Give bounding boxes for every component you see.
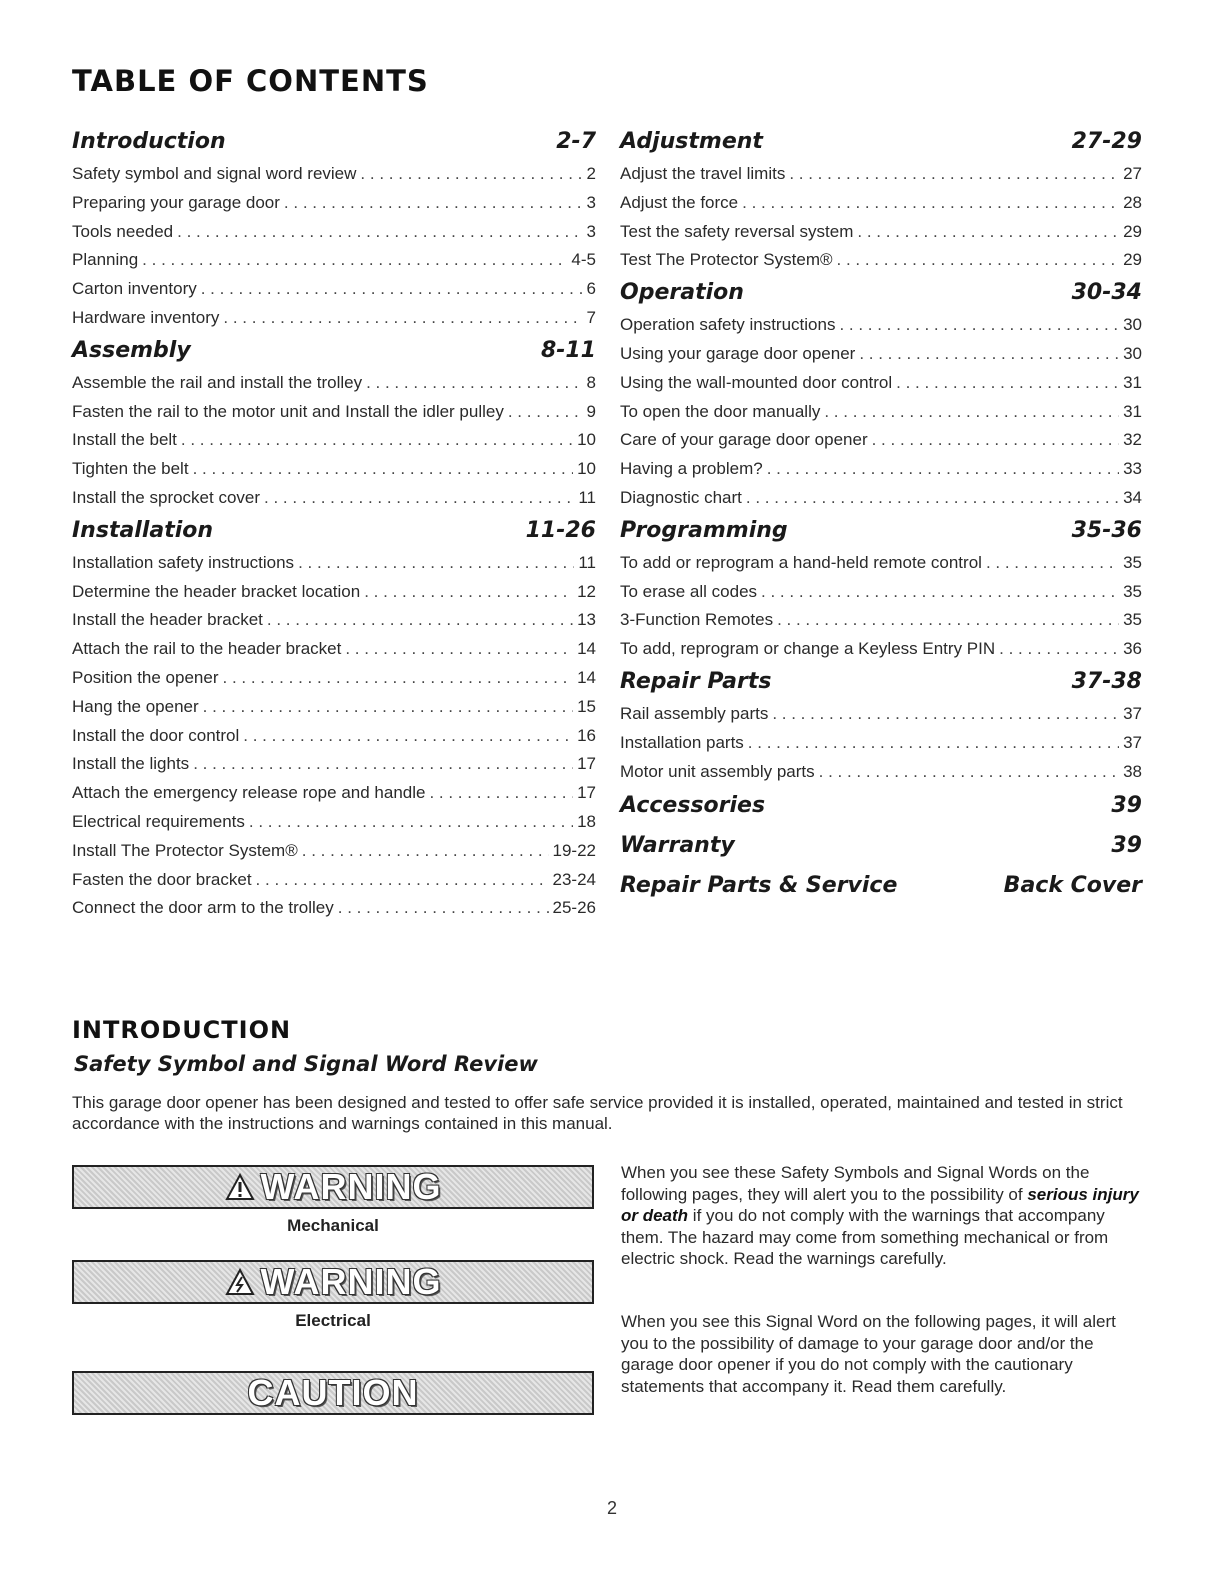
dot-leader — [142, 246, 567, 275]
toc-entry-page: 13 — [577, 610, 596, 630]
toc-section-title: Operation — [620, 280, 744, 306]
toc-entry-label: Operation safety instructions — [620, 315, 836, 335]
toc-entry — [72, 484, 596, 513]
toc-entry — [620, 578, 1142, 607]
toc-entry-page: 15 — [577, 696, 596, 716]
dot-leader — [345, 635, 573, 664]
warning-triangle-icon — [225, 1173, 255, 1201]
electrical-caption: Electrical — [295, 1311, 371, 1330]
toc-section-range: 27-29 — [1071, 129, 1142, 154]
toc-entry — [620, 700, 1142, 729]
toc-entry — [620, 549, 1142, 578]
dot-leader — [837, 246, 1120, 275]
toc-section-heading — [620, 513, 1142, 549]
dot-leader — [264, 484, 574, 513]
toc-entry-page: 4-5 — [571, 250, 596, 270]
toc-entry-page: 27 — [1123, 164, 1142, 183]
toc-entry-label: Install the sprocket cover — [72, 487, 261, 507]
toc-entry-page: 3 — [586, 192, 596, 212]
toc-section-range: 35-36 — [1071, 517, 1142, 543]
toc-section-range: 11-26 — [525, 517, 596, 543]
toc-entry — [620, 635, 1142, 664]
warning-label: WARNING — [260, 1261, 442, 1302]
intro-paragraph: This garage door opener has been designed and tested to offer safe service provided it is installed, operated, maintained and tested in strict accordance with the instructions and warnings contained in this manual. — [72, 1093, 1123, 1133]
toc-entry-label: Tools needed — [72, 221, 174, 241]
toc-entry — [72, 398, 596, 427]
dot-leader — [859, 340, 1119, 369]
toc-entry-page: 6 — [586, 279, 596, 299]
toc-entry-label: Using the wall-mounted door control — [620, 372, 893, 392]
toc-entry-label: Install The Protector System® — [72, 840, 298, 860]
toc-section-title: Programming — [620, 517, 788, 543]
toc-entry — [620, 758, 1142, 787]
toc-entry — [72, 455, 596, 484]
toc-section-range: 39 — [1111, 833, 1142, 859]
dot-leader — [742, 189, 1119, 218]
dot-leader — [284, 189, 583, 218]
dot-leader — [872, 426, 1119, 455]
dot-leader — [746, 484, 1119, 513]
toc-section-heading — [620, 124, 1142, 160]
toc-entry — [620, 160, 1142, 189]
toc-left-column — [72, 124, 596, 923]
toc-entry-page: 11 — [578, 487, 596, 507]
toc-entry-page: 33 — [1123, 459, 1142, 479]
serious-injury-emphasis: serious injury or death — [621, 1184, 1139, 1226]
toc-entry — [72, 606, 596, 635]
toc-entry-label: Install the lights — [72, 754, 190, 774]
warning-mechanical-banner — [72, 1165, 594, 1209]
dot-leader — [508, 398, 583, 427]
dot-leader — [193, 455, 574, 484]
safety-symbols-paragraph — [621, 1162, 1141, 1270]
toc-entry — [72, 664, 596, 693]
toc-entry — [620, 426, 1142, 455]
toc-entry — [72, 750, 596, 779]
toc-entry-page: 30 — [1123, 315, 1142, 335]
dot-leader — [767, 455, 1119, 484]
toc-entry — [620, 189, 1142, 218]
caution-label: CAUTION — [247, 1372, 419, 1413]
toc-entry-label: Hardware inventory — [72, 307, 220, 327]
toc-entry — [620, 729, 1142, 758]
toc-entry-label: Install the belt — [72, 430, 177, 450]
toc-section-range: 37-38 — [1071, 668, 1142, 694]
toc-entry-page: 28 — [1123, 192, 1142, 212]
intro-subtitle: Safety Symbol and Signal Word Review — [74, 1052, 538, 1076]
toc-entry-label: Preparing your garage door — [72, 192, 280, 212]
warning-label: WARNING — [260, 1166, 442, 1207]
toc-entry-page: 25-26 — [552, 898, 596, 918]
toc-entry-label: To add, reprogram or change a Keyless Entry PIN — [620, 639, 996, 659]
toc-section-title: Installation — [72, 517, 214, 543]
toc-entry-page: 10 — [577, 430, 596, 450]
toc-entry — [620, 369, 1142, 398]
dot-leader — [243, 722, 573, 751]
dot-leader — [223, 664, 574, 693]
dot-leader — [364, 578, 573, 607]
toc-entry-label: Connect the door arm to the trolley — [72, 898, 334, 918]
toc-section-heading — [72, 513, 596, 549]
toc-entry-label: Installation safety instructions — [72, 552, 295, 572]
dot-leader — [203, 693, 573, 722]
toc-entry-label: Planning — [72, 250, 139, 270]
toc-entry — [72, 426, 596, 455]
toc-entry-label: Safety symbol and signal word review — [72, 164, 357, 183]
dot-leader — [181, 426, 573, 455]
dot-leader — [986, 549, 1119, 578]
toc-entry-label: Installation parts — [620, 732, 744, 752]
dot-leader — [298, 549, 574, 578]
toc-entry-label: Adjust the force — [620, 192, 739, 212]
toc-entry-page: 37 — [1123, 732, 1142, 752]
dot-leader — [360, 160, 582, 189]
dot-leader — [824, 398, 1119, 427]
toc-entry — [620, 455, 1142, 484]
caution-banner — [72, 1371, 594, 1415]
dot-leader — [748, 729, 1119, 758]
toc-entry — [72, 160, 596, 189]
toc-section-title: Repair Parts & Service — [620, 873, 898, 899]
toc-section-title: Adjustment — [620, 129, 763, 154]
toc-entry-label: Test the safety reversal system — [620, 221, 854, 241]
toc-entry-page: 14 — [577, 639, 596, 659]
toc-entry-label: 3-Function Remotes — [620, 610, 774, 630]
toc-entry-label: To erase all codes — [620, 581, 758, 601]
dot-leader — [249, 808, 573, 837]
toc-section-range: 30-34 — [1071, 280, 1142, 306]
dot-leader — [777, 606, 1119, 635]
toc-entry-page: 37 — [1123, 703, 1142, 723]
toc-entry — [72, 894, 596, 923]
toc-entry — [620, 398, 1142, 427]
mechanical-caption: Mechanical — [287, 1216, 379, 1235]
toc-entry-page: 35 — [1123, 610, 1142, 630]
side-text-1a: When you see these Safety Symbols and Signal Words on the following pages, they will alert you to the possibility of — [621, 1163, 1090, 1204]
toc-entry-label: Motor unit assembly parts — [620, 761, 815, 781]
toc-entry-label: Carton inventory — [72, 279, 197, 299]
toc-section-heading — [72, 124, 596, 160]
toc-entry-label: Electrical requirements — [72, 811, 245, 831]
toc-entry-label: Assemble the rail and install the trolley — [72, 372, 363, 392]
dot-leader — [819, 758, 1119, 787]
dot-leader — [772, 700, 1119, 729]
toc-entry — [72, 837, 596, 866]
dot-leader — [177, 218, 582, 247]
toc-entry-page: 23-24 — [552, 869, 596, 889]
warning-electrical-banner — [72, 1260, 594, 1304]
toc-section-title: Assembly — [72, 337, 191, 363]
toc-entry-label: Tighten the belt — [72, 459, 189, 479]
dot-leader — [857, 218, 1119, 247]
toc-entry-label: Determine the header bracket location — [72, 581, 361, 601]
toc-entry — [72, 275, 596, 304]
toc-entry-label: Rail assembly parts — [620, 703, 769, 723]
toc-entry-label: To add or reprogram a hand-held remote control — [620, 552, 982, 572]
toc-entry-label: Fasten the rail to the motor unit and Install the idler pulley — [72, 401, 504, 421]
toc-entry-page: 36 — [1123, 639, 1142, 659]
dot-leader — [429, 779, 573, 808]
toc-entry-label: Hang the opener — [72, 696, 199, 716]
toc-section-range: 2-7 — [556, 129, 596, 154]
dot-leader — [999, 635, 1119, 664]
toc-section-title: Warranty — [620, 833, 735, 859]
toc-section-heading — [620, 275, 1142, 311]
toc-entry — [72, 304, 596, 333]
page-title: TABLE OF CONTENTS — [72, 64, 429, 98]
toc-entry — [620, 340, 1142, 369]
toc-section-range: 39 — [1111, 793, 1142, 819]
toc-entry-page: 7 — [586, 307, 596, 327]
toc-entry — [72, 578, 596, 607]
toc-entry-label: Care of your garage door opener — [620, 430, 868, 450]
dot-leader — [302, 837, 549, 866]
dot-leader — [201, 275, 583, 304]
toc-entry-label: Install the header bracket — [72, 610, 263, 630]
intro-title: INTRODUCTION — [72, 1016, 292, 1044]
toc-entry-page: 31 — [1123, 401, 1142, 421]
toc-entry-page: 19-22 — [552, 840, 596, 860]
toc-entry-label: Having a problem? — [620, 459, 763, 479]
toc-entry — [620, 246, 1142, 275]
toc-entry-label: To open the door manually — [620, 401, 821, 421]
dot-leader — [256, 866, 549, 895]
dot-leader — [761, 578, 1119, 607]
toc-section-heading — [620, 866, 1142, 906]
caution-paragraph: When you see this Signal Word on the following pages, it will alert you to the possibility of damage to your garage door and/or the garage door opener if you do not comply with the cautionary statements that accompany it. Read them carefully. — [621, 1312, 1116, 1396]
toc-section-heading — [620, 786, 1142, 826]
dot-leader — [789, 160, 1119, 189]
toc-entry-page: 29 — [1123, 250, 1142, 270]
toc-entry-page: 34 — [1123, 487, 1142, 507]
toc-entry-label: Attach the rail to the header bracket — [72, 639, 342, 659]
toc-entry-page: 14 — [577, 667, 596, 687]
toc-entry — [72, 246, 596, 275]
toc-entry-label: Attach the emergency release rope and handle — [72, 783, 426, 803]
toc-entry-page: 31 — [1123, 372, 1142, 392]
toc-entry-page: 18 — [577, 811, 596, 831]
toc-section-heading — [72, 333, 596, 369]
side-text-1b: if you do not comply with the warnings that accompany them. The hazard may come from something mechanical or from electric shock. Read the warnings carefully. — [621, 1206, 1109, 1269]
toc-entry-page: 35 — [1123, 581, 1142, 601]
toc-entry-label: Adjust the travel limits — [620, 164, 786, 183]
toc-entry — [72, 549, 596, 578]
toc-entry-page: 17 — [577, 754, 596, 774]
toc-entry — [72, 808, 596, 837]
toc-entry-page: 17 — [577, 783, 596, 803]
toc-entry — [620, 218, 1142, 247]
toc-entry — [72, 635, 596, 664]
toc-entry-page: 35 — [1123, 552, 1142, 572]
toc-entry — [72, 218, 596, 247]
toc-entry — [72, 866, 596, 895]
toc-entry-page: 16 — [577, 725, 596, 745]
toc-entry — [620, 311, 1142, 340]
toc-entry-page: 12 — [577, 581, 596, 601]
toc-section-range: 8-11 — [540, 337, 596, 363]
dot-leader — [223, 304, 582, 333]
toc-entry-label: Position the opener — [72, 667, 219, 687]
toc-section-title: Accessories — [620, 793, 766, 819]
toc-entry — [72, 693, 596, 722]
toc-entry-label: Test The Protector System® — [620, 250, 833, 270]
toc-entry-page: 32 — [1123, 430, 1142, 450]
toc-entry-page: 8 — [586, 372, 596, 392]
toc-section-title: Repair Parts — [620, 668, 772, 694]
toc-entry-label: Diagnostic chart — [620, 487, 742, 507]
toc-right-column — [620, 124, 1142, 906]
page-number: 2 — [606, 1498, 617, 1518]
toc-entry-page: 38 — [1123, 761, 1142, 781]
toc-entry — [72, 779, 596, 808]
toc-entry — [72, 369, 596, 398]
toc-section-title: Introduction — [72, 129, 226, 154]
toc-entry — [72, 189, 596, 218]
electrical-hazard-icon — [225, 1268, 255, 1296]
toc-section-heading — [620, 826, 1142, 866]
dot-leader — [267, 606, 573, 635]
toc-entry-page: 3 — [586, 221, 596, 241]
toc-entry — [620, 484, 1142, 513]
toc-entry-page: 29 — [1123, 221, 1142, 241]
toc-entry-page: 2 — [586, 164, 596, 183]
toc-entry-page: 30 — [1123, 343, 1142, 363]
dot-leader — [366, 369, 582, 398]
toc-entry — [620, 606, 1142, 635]
toc-entry — [72, 722, 596, 751]
toc-entry-label: Install the door control — [72, 725, 240, 745]
toc-section-heading — [620, 664, 1142, 700]
dot-leader — [896, 369, 1119, 398]
toc-entry-page: 9 — [586, 401, 596, 421]
toc-entry-label: Fasten the door bracket — [72, 869, 252, 889]
toc-entry-page: 11 — [578, 552, 596, 572]
toc-entry-page: 10 — [577, 459, 596, 479]
dot-leader — [839, 311, 1119, 340]
dot-leader — [338, 894, 549, 923]
toc-section-range: Back Cover — [1003, 873, 1142, 899]
dot-leader — [193, 750, 573, 779]
toc-entry-label: Using your garage door opener — [620, 343, 856, 363]
